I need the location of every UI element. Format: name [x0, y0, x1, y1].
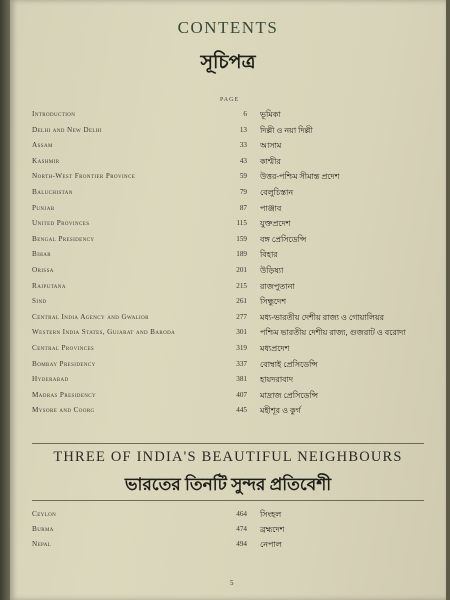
page-column-header: PAGE	[220, 97, 240, 103]
entry-title-bengali: নেপাল	[260, 540, 282, 549]
entry-page-number: 43	[239, 156, 247, 165]
entry-page-number: 261	[236, 297, 247, 306]
entry-title-bengali: পাঞ্জাব	[260, 203, 282, 213]
toc-entry	[32, 404, 427, 420]
toc-entry	[32, 248, 427, 264]
entry-title-english: Ceylon	[32, 510, 57, 518]
entry-page-number: 464	[236, 510, 247, 518]
entry-page-number: 6	[243, 110, 247, 118]
entry-title-bengali: মহীশূর ও কুর্গ	[260, 406, 301, 416]
divider-bottom	[32, 500, 424, 501]
entry-page-number: 33	[239, 141, 247, 150]
entry-title-english: Central Provinces	[32, 343, 95, 352]
entry-page-number: 79	[239, 187, 247, 196]
entry-title-english: Bengal Presidency	[32, 234, 95, 243]
entry-title-english: Baluchistan	[32, 187, 73, 196]
toc-entry	[32, 342, 427, 358]
entry-title-bengali: বোম্বাই প্রেসিডেন্সি	[260, 359, 318, 369]
toc-entry	[32, 139, 427, 155]
contents-page	[10, 0, 446, 600]
entry-title-english: Western India States, Gujarat and Baroda	[32, 328, 176, 337]
entry-title-english: Introduction	[32, 110, 76, 118]
divider-top	[32, 443, 424, 444]
book-gutter	[0, 0, 10, 600]
entry-page-number: 115	[236, 219, 247, 228]
entry-page-number: 474	[236, 525, 247, 533]
entry-title-english: Punjab	[32, 203, 55, 212]
entry-page-number: 381	[236, 375, 247, 384]
toc-entry	[32, 508, 427, 523]
entry-title-english: Burma	[32, 525, 54, 533]
entry-title-bengali: হায়দরাবাদ	[260, 375, 294, 385]
entry-title-bengali: উত্তর-পশ্চিম সীমান্ত প্রদেশ	[260, 172, 340, 182]
entry-page-number: 277	[236, 312, 247, 321]
entry-title-english: Sind	[32, 297, 47, 306]
entry-title-bengali: ব্রহ্মদেশ	[260, 525, 285, 534]
entry-title-bengali: উড়িষ্যা	[260, 265, 284, 275]
toc-entry	[32, 538, 427, 553]
contents-title-bengali: সূচিপত্র	[200, 52, 256, 73]
toc-entry	[32, 280, 427, 296]
entry-page-number: 59	[239, 172, 247, 181]
entry-title-bengali: রাজপুতানা	[260, 281, 295, 291]
toc-entry	[32, 108, 427, 124]
toc-entry	[32, 523, 427, 538]
toc-entry	[32, 373, 427, 389]
entry-title-english: Orissa	[32, 265, 54, 274]
entry-page-number: 189	[236, 250, 247, 259]
toc-entry	[32, 311, 427, 327]
entry-title-english: Bihar	[32, 250, 52, 259]
entry-title-english: Madras Presidency	[32, 390, 96, 399]
entry-title-english: Kashmir	[32, 156, 60, 165]
entry-title-bengali: যুক্তপ্রদেশ	[260, 219, 291, 229]
entry-page-number: 337	[236, 359, 247, 368]
entry-title-english: United Provinces	[32, 219, 90, 228]
entry-title-english: Assam	[32, 141, 53, 150]
table-of-contents	[32, 108, 427, 420]
entry-title-bengali: সিন্ধুদেশ	[260, 297, 287, 307]
entry-title-english: Hyderabad	[32, 375, 69, 384]
entry-title-english: Rajputana	[32, 281, 66, 290]
toc-entry	[32, 389, 427, 405]
entry-title-bengali: ভূমিকা	[260, 110, 281, 119]
entry-title-bengali: বেলুচিস্তান	[260, 187, 294, 197]
toc-entry	[32, 358, 427, 374]
entry-page-number: 13	[239, 125, 247, 134]
entry-page-number: 319	[236, 343, 247, 352]
contents-title-english: CONTENTS	[177, 18, 279, 37]
toc-entry	[32, 202, 427, 218]
toc-entry	[32, 186, 427, 202]
entry-page-number: 159	[236, 234, 247, 243]
entry-page-number: 407	[236, 390, 247, 399]
toc-entry	[32, 155, 427, 171]
entry-title-bengali: বঙ্গ প্রেসিডেন্সি	[260, 234, 307, 244]
entry-title-english: Mysore and Coorg	[32, 406, 95, 415]
toc-entry	[32, 326, 427, 342]
entry-title-bengali: পশ্চিম ভারতীয় দেশীয় রাজ্য, গুজরাট ও বরোদা	[260, 328, 406, 338]
entry-title-english: Central India Agency and Gwalior	[32, 312, 149, 321]
page-number: 5	[230, 579, 234, 587]
entry-page-number: 445	[236, 406, 247, 415]
neighbours-title-bengali: ভারতের তিনটি সুন্দর প্রতিবেশী	[124, 475, 332, 494]
toc-entry	[32, 295, 427, 311]
entry-title-bengali: আসাম	[260, 141, 282, 151]
neighbours-title-english: THREE OF INDIA'S BEAUTIFUL NEIGHBOURS	[53, 449, 403, 465]
toc-entry	[32, 233, 427, 249]
neighbours-contents	[32, 508, 427, 553]
entry-title-bengali: কাশ্মীর	[260, 156, 281, 166]
toc-entry	[32, 264, 427, 280]
entry-title-bengali: মধ্যপ্রদেশ	[260, 343, 290, 353]
entry-page-number: 201	[236, 265, 247, 274]
entry-title-english: Bombay Presidency	[32, 359, 96, 368]
toc-entry	[32, 170, 427, 186]
entry-title-english: North-West Frontier Province	[32, 172, 136, 181]
entry-title-bengali: মধ্য-ভারতীয় দেশীয় রাজ্য ও গোয়ালিয়র	[260, 312, 385, 322]
entry-title-bengali: বিহার	[260, 250, 278, 260]
entry-title-bengali: সিংহল	[260, 510, 282, 519]
entry-title-english: Delhi and New Delhi	[32, 125, 102, 134]
entry-title-bengali: দিল্লী ও নয়া দিল্লী	[260, 125, 313, 135]
entry-page-number: 301	[236, 328, 247, 337]
entry-page-number: 87	[239, 203, 247, 212]
toc-entry	[32, 217, 427, 233]
toc-entry	[32, 124, 427, 140]
entry-title-bengali: মাদ্রাজ প্রেসিডেন্সি	[260, 390, 319, 400]
entry-page-number: 215	[236, 281, 247, 290]
entry-title-english: Nepal	[32, 540, 52, 548]
entry-page-number: 494	[236, 540, 247, 548]
